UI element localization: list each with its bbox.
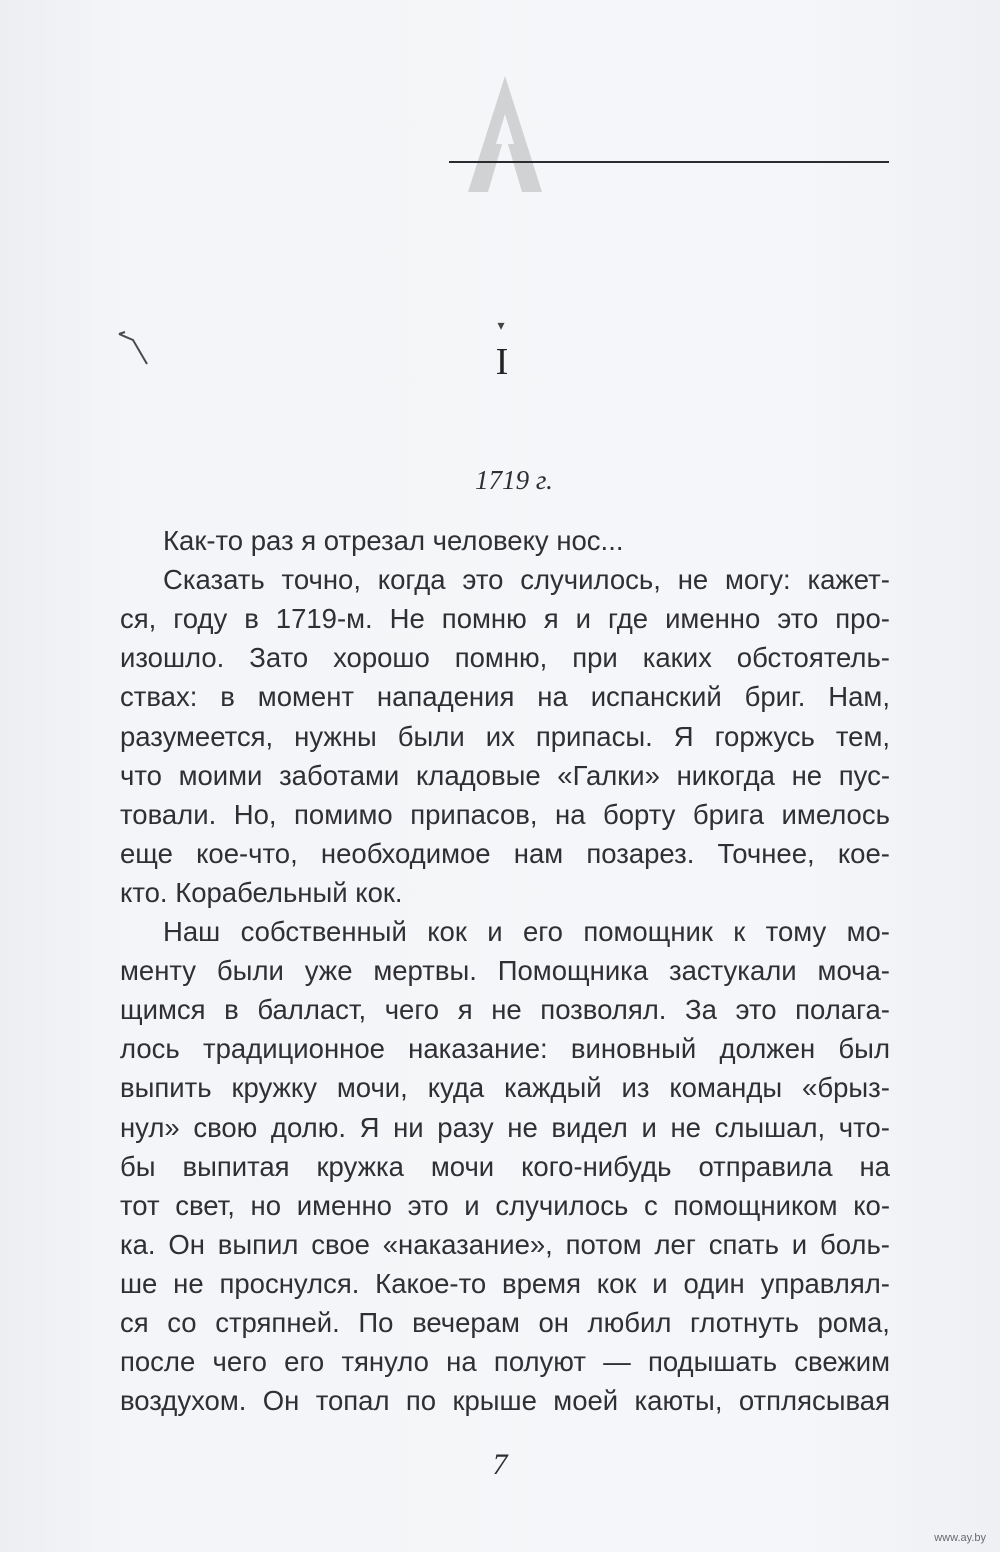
text-line: выпить кружку мочи, куда каждый из команды «брыз- bbox=[120, 1072, 890, 1104]
page-number: 7 bbox=[492, 1448, 508, 1481]
text-line: нул» свою долю. Я ни разу не видел и не слышал, что- bbox=[120, 1111, 890, 1143]
watermark: www.ay.by bbox=[934, 1532, 986, 1544]
text-line: еще кое-что, необходимое нам позарез. Точнее, кое- bbox=[120, 837, 890, 869]
text-line: ше не проснулся. Какое-то время кок и один управлял- bbox=[120, 1267, 890, 1299]
text-line: Наш собственный кок и его помощник к тому мо- bbox=[163, 916, 890, 947]
text-line: ся, году в 1719-м. Не помню я и где именно это про- bbox=[120, 603, 890, 635]
text-line: ствах: в момент нападения на испанский бриг. Нам, bbox=[120, 681, 890, 713]
text-line: ка. Он выпил свое «наказание», потом лег спать и боль- bbox=[120, 1228, 890, 1260]
text-line: Как-то раз я отрезал человеку нос... bbox=[163, 525, 624, 556]
chapter-numeral: I bbox=[495, 341, 509, 383]
header-rule bbox=[449, 161, 889, 163]
text-line: Сказать точно, когда это случилось, не могу: кажет- bbox=[163, 564, 890, 596]
text-line: лось традиционное наказание: виновный должен был bbox=[120, 1033, 890, 1065]
text-line: ся со стряпней. По вечерам он любил глотнуть рома, bbox=[120, 1307, 890, 1338]
text-line: менту были уже мертвы. Помощника застукали моча- bbox=[120, 955, 890, 987]
assassin-emblem-icon bbox=[462, 74, 548, 194]
chapter-ornament: ▾ bbox=[497, 319, 505, 334]
text-line: товали. Но, помимо припасов, на борту брига имелось bbox=[120, 798, 890, 830]
text-line: щимся в балласт, чего я не позволял. За это полага- bbox=[120, 994, 890, 1026]
text-line: разумеется, нужны были их припасы. Я горжусь тем, bbox=[120, 720, 890, 752]
text-line: тот свет, но именно это и случилось с помощником ко- bbox=[120, 1189, 890, 1221]
chapter-date: 1719 г. bbox=[475, 465, 553, 495]
text-line: кто. Корабельный кок. bbox=[120, 876, 403, 908]
text-line: изошло. Зато хорошо помню, при каких обстоятель- bbox=[120, 642, 890, 674]
pen-mark-icon bbox=[117, 330, 149, 370]
text-line: после чего его тянуло на полуют — подышать свежим bbox=[120, 1346, 890, 1378]
text-line: воздухом. Он топал по крыше моей каюты, отплясывая bbox=[120, 1385, 890, 1417]
text-line: что моими заботами кладовые «Галки» никогда не пус- bbox=[120, 759, 890, 791]
text-line: бы выпитая кружка мочи кого-нибудь отправила на bbox=[120, 1150, 890, 1182]
